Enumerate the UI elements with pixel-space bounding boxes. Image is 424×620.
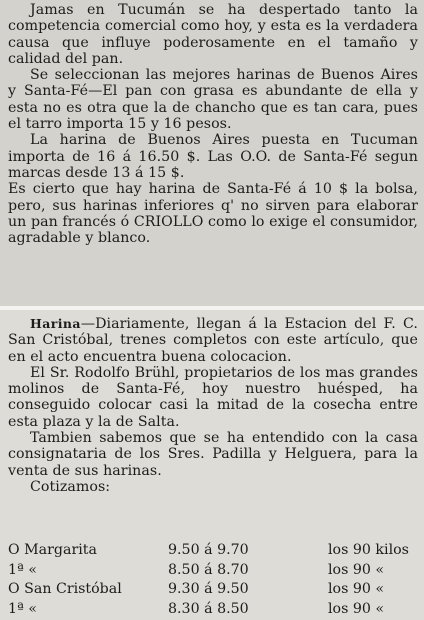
price-cell: 9.50 á 9.70 xyxy=(168,542,249,558)
lead-paragraph-text: —Diariamente, llegan á la Estacion del F. C. San Cristóbal, trenes completos con este artículo, que en el acto encuentra buena colocacion. xyxy=(8,316,418,365)
price-list-heading: Cotizamos: xyxy=(30,478,111,495)
unit-cell: los 90 « xyxy=(328,561,385,578)
unit-cell: los 90 « xyxy=(328,581,385,597)
brand-cell: 1ª « xyxy=(8,600,37,617)
price-cell: 8.50 á 8.70 xyxy=(168,561,249,578)
unit-cell: los 90 kilos xyxy=(328,542,409,558)
price-row xyxy=(8,561,418,581)
article-paragraph: Se seleccionan las mejores harinas de Buenos Aires y Santa-Fé—El pan con grasa es abundante de ella y esta no es otra que la de chancho que es tan cara, pues el tarro importa 15 y 16 pesos. xyxy=(8,67,418,133)
article-paragraph: El Sr. Rodolfo Brühl, propietarios de los mas grandes molinos de Santa-Fé, hoy nuestro huésped, ha conseguido colocar casi la mitad de la cosecha entre esta plaza y la de Salta. xyxy=(8,364,418,430)
article-column xyxy=(8,316,418,495)
price-cell: 8.30 á 8.50 xyxy=(168,600,249,617)
newspaper-clipping-top xyxy=(0,0,424,306)
price-row xyxy=(8,541,418,561)
brand-cell: O Margarita xyxy=(8,542,97,558)
article-paragraph: Es cierto que hay harina de Santa-Fé á 10 $ la bolsa, pero, sus harinas inferiores q' no sirven para elaborar un pan francés ó CRIOLLO como lo exige el consumidor, agradable y blanco. xyxy=(8,181,418,247)
article-paragraph: Tambien sabemos que se ha entendido con la casa consignataria de los Sres. Padilla y Helguera, para la venta de sus harinas. xyxy=(8,430,418,479)
unit-cell: los 90 « xyxy=(328,600,385,617)
price-row xyxy=(8,580,418,600)
price-cell: 9.30 á 9.50 xyxy=(168,581,249,597)
newspaper-clipping-bottom xyxy=(0,310,424,620)
article-paragraph xyxy=(8,316,418,365)
brand-cell: O San Cristóbal xyxy=(8,581,122,597)
price-table xyxy=(8,541,418,619)
price-row xyxy=(8,600,418,620)
lead-word: Harina xyxy=(30,316,81,331)
article-paragraph: La harina de Buenos Aires puesta en Tucuman importa de 16 á 16.50 $. Las O.O. de Santa-Fé segun marcas desde 13 á 15 $. xyxy=(8,132,418,181)
brand-cell: 1ª « xyxy=(8,561,37,578)
article-column xyxy=(8,2,418,246)
article-paragraph: Jamas en Tucumán se ha despertado tanto la competencia comercial como hoy, y esta es la verdadera causa que influye poderosamente en el tamaño y calidad del pan. xyxy=(8,2,418,67)
